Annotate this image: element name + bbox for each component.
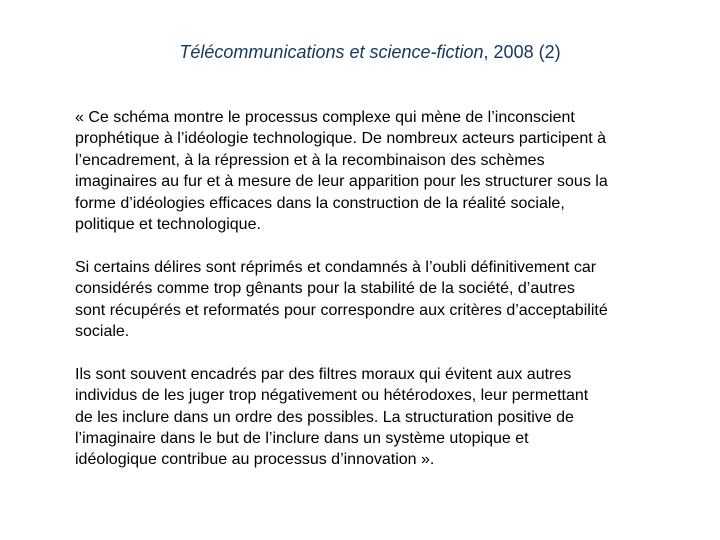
slide-title-italic: Télécommunications et science-fiction [179, 42, 484, 62]
slide-title [0, 42, 720, 63]
paragraph-delires: Si certains délires sont réprimés et condamnés à l’oubli définitivement car considérés comme trop gênants pour la stabilité de la société, d’autres sont récupérés et reformatés pour correspondre aux critères d’acceptabilité sociale. [75, 258, 608, 341]
slide-body [75, 107, 715, 492]
slide-title-date: , 2008 (2) [483, 42, 561, 62]
paragraph-filtres: Ils sont souvent encadrés par des filtres moraux qui évitent aux autres individus de les juger trop négativement ou hétérodoxes, leur permettant de les inclure dans un ordre des possibles. La structuration positive de l’imaginaire dans le but de l’inclure dans un système utopique et idéologique contribue au processus d’innovation ». [75, 365, 589, 469]
paragraph-schema: « Ce schéma montre le processus complexe qui mène de l’inconscient prophétique à l’idéologie technologique. De nombreux acteurs participent à l’encadrement, à la répression et à la recombinaison des schèmes imaginaires au fur et à mesure de leur apparition pour les structurer sous la forme d’idéologies efficaces dans la construction de la réalité sociale, politique et technologique. [75, 109, 608, 234]
